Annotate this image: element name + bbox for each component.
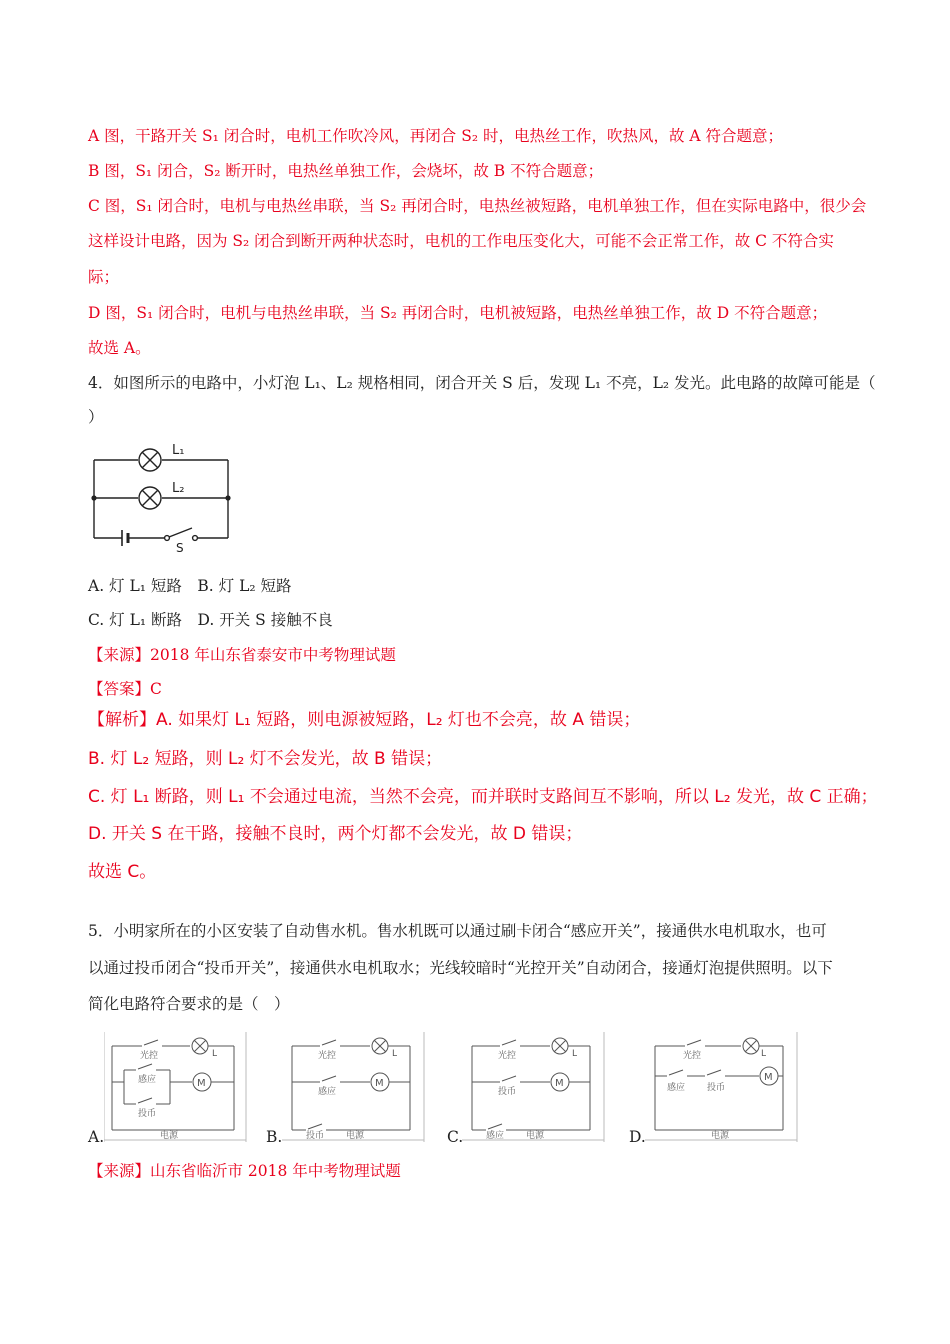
q5-a-sense-label: 感应 (138, 1075, 157, 1085)
q4-source: 【来源】2018 年山东省泰安市中考物理试题 (88, 646, 396, 664)
q4-answer: 【答案】C (88, 680, 162, 698)
q5-c-sense-label: 感应 (486, 1131, 505, 1141)
q5-d-coin-label: 投币 (707, 1083, 726, 1093)
q3-analysis-d: D 图，S₁ 闭合时，电机与电热丝串联，当 S₂ 再闭合时，电机被短路，电热丝单独工作，故 D 不符合题意； (88, 304, 828, 322)
q3-analysis-c2: 这样设计电路，因为 S₂ 闭合到断开两种状态时，电机的工作电压变化大，可能不会正常工作，故 C 不符合实 (88, 232, 834, 250)
q4-options-cd: C. 灯 L₁ 断路 D. 开关 S 接触不良 (88, 611, 333, 629)
q5-c-lamp-label: L (572, 1049, 578, 1059)
q4-analysis-2: B. 灯 L₂ 短路，则 L₂ 灯不会发光，故 B 错误； (88, 749, 443, 769)
q4-circuit-diagram (88, 436, 238, 554)
q5-source: 【来源】山东省临沂市 2018 年中考物理试题 (88, 1162, 401, 1180)
q5-b-lamp-label: L (392, 1049, 398, 1059)
q4-stem-line2: ） (88, 408, 104, 426)
q5-b-sense-label: 感应 (318, 1087, 337, 1097)
q4-lamp1-label: L₁ (172, 443, 185, 458)
q5-b-light-label: 光控 (318, 1051, 337, 1061)
q5-c-light-label: 光控 (498, 1051, 517, 1061)
q4-analysis-1: 【解析】A. 如果灯 L₁ 短路，则电源被短路，L₂ 灯也不会亮，故 A 错误； (88, 710, 641, 730)
q5-a-coin-label: 投币 (138, 1109, 157, 1119)
q5-c-coin-label: 投币 (498, 1087, 517, 1097)
q4-analysis-5: 故选 C。 (88, 862, 157, 882)
q5-a-power-label: 电源 (160, 1131, 179, 1141)
q5-a-motor-label: M (197, 1078, 206, 1089)
q5-option-d-circuit (645, 1032, 800, 1142)
q5-b-coin-label: 投币 (306, 1131, 325, 1141)
q5-a-light-label: 光控 (140, 1051, 159, 1061)
q5-option-d-label: D. (629, 1128, 646, 1146)
q5-b-motor-label: M (375, 1078, 384, 1089)
q3-analysis-c3: 际； (88, 268, 120, 286)
q5-option-c-circuit (462, 1032, 607, 1142)
q3-analysis-c1: C 图，S₁ 闭合时，电机与电热丝串联，当 S₂ 再闭合时，电热丝被短路，电机单独工作，但在实际电路中，很少会 (88, 197, 867, 215)
q3-analysis-b: B 图，S₁ 闭合，S₂ 断开时，电热丝单独工作，会烧坏，故 B 不符合题意； (88, 162, 604, 180)
q5-option-b-circuit (282, 1032, 427, 1142)
q3-analysis-a: A 图，干路开关 S₁ 闭合时，电机工作吹冷风，再闭合 S₂ 时，电热丝工作，吹热风，故 A 符合题意； (88, 127, 784, 145)
q5-option-c-label: C. (447, 1128, 464, 1146)
q5-stem-line2: 以通过投币闭合“投币开关”，接通供水电机取水；光线较暗时“光控开关”自动闭合，接通灯泡提供照明。以下 (88, 959, 833, 977)
q5-a-lamp-label: L (212, 1049, 218, 1059)
q4-lamp2-label: L₂ (172, 481, 185, 496)
q5-option-b-label: B. (266, 1128, 283, 1146)
q5-d-power-label: 电源 (711, 1131, 730, 1141)
q4-switch-label: S (176, 541, 184, 554)
q5-c-motor-label: M (555, 1078, 564, 1089)
q4-analysis-3: C. 灯 L₁ 断路，则 L₁ 不会通过电流，当然不会亮，而并联时支路间互不影响，所以 L₂ 发光，故 C 正确； (88, 787, 878, 807)
q5-option-a-circuit (104, 1032, 249, 1142)
q5-stem-line3: 简化电路符合要求的是（ ） (88, 995, 290, 1013)
q3-choice: 故选 A。 (88, 339, 151, 357)
q5-c-power-label: 电源 (526, 1131, 545, 1141)
q5-b-power-label: 电源 (346, 1131, 365, 1141)
q5-d-motor-label: M (764, 1072, 773, 1083)
q5-d-lamp-label: L (761, 1049, 767, 1059)
q5-d-light-label: 光控 (683, 1051, 702, 1061)
q5-option-a-label: A. (88, 1128, 105, 1146)
q5-d-sense-label: 感应 (667, 1083, 686, 1093)
q4-options-ab: A. 灯 L₁ 短路 B. 灯 L₂ 短路 (88, 577, 292, 595)
q4-stem-line1: 4．如图所示的电路中，小灯泡 L₁、L₂ 规格相同，闭合开关 S 后，发现 L₁ 不亮，L₂ 发光。此电路的故障可能是（ (88, 374, 876, 392)
q4-analysis-4: D. 开关 S 在干路，接触不良时，两个灯都不会发光，故 D 错误； (88, 824, 583, 844)
q5-stem-line1: 5．小明家所在的小区安装了自动售水机。售水机既可以通过刷卡闭合“感应开关”，接通供水电机取水，也可 (88, 922, 827, 940)
